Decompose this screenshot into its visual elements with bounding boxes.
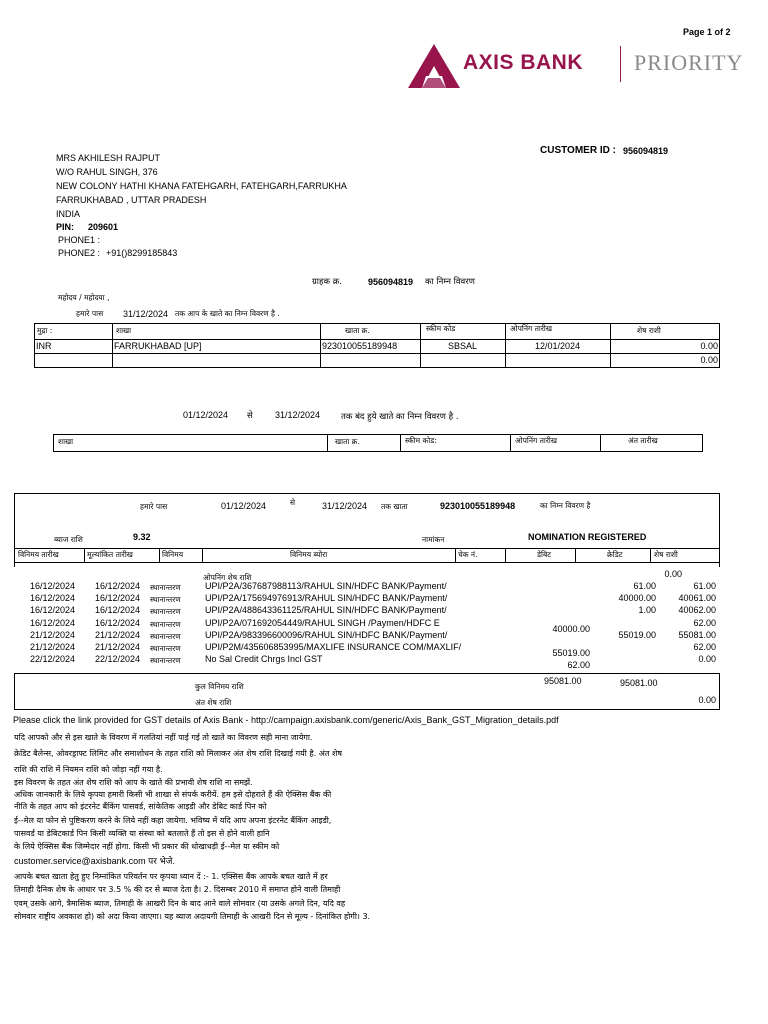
- customer-name: MRS AKHILESH RAJPUT: [56, 153, 161, 163]
- note-line: सोमवार राष्ट्रीय अवकाश हो) को अदा किया जाएगा। यह ब्याज अदायगी तिमाही के आखरी दिन से मूल्य - दिनांकित होगी। 3.: [14, 912, 371, 921]
- totals-box: [14, 673, 720, 710]
- note-line: customer.service@axisbank.com पर भेजे.: [14, 856, 175, 866]
- txn-balance: 40061.00: [678, 593, 716, 604]
- address-line: NEW COLONY HATHI KHANA FATEHGARH, FATEHGARH,FARRUKHA: [56, 181, 347, 191]
- txn-value-date: 21/12/2024: [95, 629, 141, 640]
- statement-from: 01/12/2024: [221, 501, 267, 511]
- txn-credit: 40000.00: [618, 593, 656, 604]
- statement-right-border: [719, 493, 720, 567]
- accounts-header-currency: मुद्रा :: [37, 326, 53, 335]
- txn-value-date: 21/12/2024: [95, 642, 141, 652]
- accounts-cell: FARRUKHABAD [UP]: [114, 341, 202, 351]
- statement-heading-prefix: हमारे पास: [140, 502, 168, 511]
- txn-value-date: 16/12/2024: [95, 605, 141, 616]
- txn-credit: 1.00: [638, 605, 656, 616]
- txn-description: No Sal Credit Chrgs Incl GST: [205, 654, 323, 665]
- accounts-total: 0.00: [700, 355, 718, 365]
- note-line: के लिये ऐक्सिस बैंक जिम्मेदार नहीं होगा. किसी भी प्रकार की धोखाधड़ी ई--मेल या स्कीम को: [14, 842, 280, 851]
- closed-header-account: खाता क्र.: [335, 437, 360, 446]
- note-line: एवम् उसके आगे, त्रैमासिक ब्याज, तिमाही के आखरी दिन के बाद आने वाले सोमवार (या उसके अगले दिन, यदि वह: [14, 899, 346, 908]
- statement-left-border: [14, 493, 15, 567]
- closed-from-date: 01/12/2024: [183, 410, 229, 420]
- txn-description: UPI/P2A/175694976913/RAHUL SIN/HDFC BANK/Payment/: [205, 593, 448, 604]
- txn-debit: 55019.00: [552, 648, 590, 658]
- txn-type: स्थानान्तरण: [150, 583, 181, 592]
- opening-balance-label: ओपनिंग शेष राशि: [203, 573, 252, 582]
- accounts-header-balance: शेष राशी: [637, 326, 661, 335]
- txn-description: UPI/P2A/983396600096/RAHUL SIN/HDFC BANK/Payment/: [205, 629, 448, 640]
- txn-type: स्थानान्तरण: [150, 656, 181, 666]
- total-label: कुल विनिमय राशि: [195, 682, 244, 691]
- gst-note: Please click the link provided for GST details of Axis Bank - http://campaign.axisbank.com/generic/Axis_Bank_GST_Migration_details.pdf: [13, 715, 559, 725]
- logo-divider: [620, 46, 621, 82]
- note-line: नीति के तहत आप को इंटरनेट बैंकिंग पासवर्ड, सांकेतिक आइडी और डेबिट कार्ड पिन को: [14, 802, 267, 811]
- nominee-label: नामांकन: [422, 535, 445, 544]
- closed-heading-suffix: तक बंद हुये खाते का निम्न विवरण है .: [341, 412, 459, 422]
- as-of-suffix: तक आप के खाते का निम्न विवरण है .: [175, 309, 280, 318]
- summary-heading-suffix: का निम्न विवरण: [425, 277, 475, 287]
- txn-type: स्थानान्तरण: [150, 607, 181, 617]
- accounts-cell: 12/01/2024: [534, 341, 581, 351]
- note-line: राशि की राशि में नियमन राशि को जोड़ा नहीं गया है.: [14, 765, 163, 774]
- closed-accounts-table: [53, 434, 703, 452]
- page-label: Page 1 of 2: [683, 27, 731, 37]
- total-debit: 95081.00: [544, 676, 582, 686]
- statement-to: 31/12/2024: [322, 501, 368, 511]
- note-line: यदि आपको और से इस खाते के विवरण में गलतियां नहीं पाई गई तो खाते का विवरण सही माना जायेगा.: [14, 733, 313, 742]
- txn-balance: 55081.00: [678, 629, 716, 640]
- interest-label: ब्याज राशि: [54, 535, 83, 544]
- customer-id-label: CUSTOMER ID :: [540, 145, 616, 156]
- address-line: FARRUKHABAD , UTTAR PRADESH: [56, 195, 207, 205]
- statement-tak-khata: तक खाता: [381, 502, 408, 511]
- txn-value-date: 22/12/2024: [95, 654, 141, 665]
- txn-type: स्थानान्तरण: [150, 595, 181, 605]
- address-line: INDIA: [56, 209, 81, 219]
- closed-se: से: [247, 411, 253, 421]
- txn-type: स्थानान्तरण: [150, 619, 181, 629]
- note-line: तिमाही दैनिक शेष के आधार पर 3.5 % की दर से ब्याज देता है। 2. दिसम्बर 2010 में समाप्त होने वाली तिमाही: [14, 885, 341, 894]
- total-credit: 95081.00: [620, 678, 658, 688]
- accounts-header-opening: ओपनिंग तारीख: [510, 324, 553, 333]
- txn-value-date: 16/12/2024: [95, 593, 141, 604]
- statement-account: 923010055189948: [440, 501, 516, 511]
- opening-balance: 0.00: [664, 569, 682, 579]
- summary-heading-prefix: ग्राहक क्र.: [312, 277, 342, 287]
- txn-date: 16/12/2024: [30, 617, 76, 628]
- as-of-date: 31/12/2024: [123, 309, 169, 319]
- txn-balance: 61.00: [693, 581, 716, 591]
- accounts-cell: SBSAL: [447, 341, 478, 351]
- interest-value: 9.32: [133, 532, 151, 542]
- txn-date: 21/12/2024: [30, 642, 76, 652]
- closing-balance-label: अंत शेष राशि: [195, 698, 232, 707]
- txn-description: UPI/P2A/488643361125/RAHUL SIN/HDFC BANK/Payment/: [205, 605, 447, 616]
- txn-date: 22/12/2024: [30, 654, 76, 665]
- txn-balance: 40062.00: [678, 605, 716, 616]
- bank-name: AXIS BANK: [463, 51, 584, 74]
- note-line: ई--मेल या फोन से पुष्टिकरण करने के लिये नहीं कहा जायेगा. भविष्य में यदि आप अपना इंटरनेट बैंकिंग आइडी,: [14, 816, 332, 825]
- txn-balance: 0.00: [698, 654, 716, 665]
- statement-heading-suffix: का निम्न विवरण है: [540, 501, 591, 510]
- phone2-label: PHONE2 :: [58, 248, 101, 258]
- txn-description: UPI/P2M/435606853995/MAXLIFE INSURANCE COM/MAXLIF/: [205, 642, 462, 652]
- note-line: अधिक जानकारी के लिये कृपया हमारी किसी भी शाखा से संपर्क करीयें. हम इसे दोहराते हैं की ऐक्सिस बैंक की: [14, 790, 332, 799]
- txn-date: 16/12/2024: [30, 605, 76, 616]
- closed-header-branch: शाखा: [58, 437, 74, 446]
- txn-type: स्थानान्तरण: [150, 631, 181, 641]
- bank-logo: [408, 42, 768, 90]
- phone1-label: PHONE1 :: [58, 235, 101, 245]
- note-line: क्रेडिट बैलेन्स, ओवरड्राफ्ट लिमिट और समाशोधन के तहत राशि को मिलाकर अंत शेष राशि दिखाई गयी है. अंत शेष: [14, 749, 343, 758]
- txn-balance: 62.00: [693, 642, 716, 652]
- closed-header-end: अंत तारीख: [628, 436, 658, 445]
- statement-header-credit: क्रेडिट: [607, 550, 623, 559]
- pin-value: 209601: [88, 222, 119, 232]
- txn-description: UPI/P2A/367687988113/RAHUL SIN/HDFC BANK/Payment/: [205, 581, 447, 591]
- statement-header-description: विनिमय ब्योरा: [290, 550, 328, 559]
- statement-header-date: विनिमय तारीख: [18, 550, 59, 559]
- nomination-status: NOMINATION REGISTERED: [528, 532, 647, 542]
- accounts-cell: 0.00: [700, 341, 718, 351]
- accounts-header-branch: शाखा: [116, 326, 132, 335]
- txn-type: स्थानान्तरण: [150, 644, 181, 653]
- txn-date: 21/12/2024: [30, 629, 76, 640]
- salutation: महोदय / महोदया ,: [58, 293, 110, 302]
- address-line: W/O RAHUL SINGH, 376: [56, 167, 158, 177]
- statement-header-cheque: चेक नं.: [458, 550, 478, 559]
- closing-balance: 0.00: [698, 695, 716, 705]
- closed-to-date: 31/12/2024: [275, 410, 321, 420]
- txn-date: 16/12/2024: [30, 581, 76, 591]
- statement-header-debit: डेबिट: [537, 550, 552, 559]
- statement-header-value-date: मूल्यांकित तारीख: [87, 550, 133, 559]
- txn-description: UPI/P2A/071692054449/RAHUL SINGH /Paymen/HDFC E: [205, 617, 440, 628]
- txn-credit: 61.00: [633, 581, 656, 591]
- closed-header-opening: ओपनिंग तारीख: [515, 436, 558, 445]
- customer-id: 956094819: [623, 146, 669, 156]
- statement-header-balance: शेष राशी: [654, 550, 678, 559]
- summary-heading-id: 956094819: [368, 277, 414, 287]
- note-line: आपके बचत खाता हेतु हुए निम्नांकित परिवर्तन पर कृपया ध्यान दें :- 1. एक्सिस बैंक आपके बचत खाते में हर: [14, 872, 328, 881]
- note-line: इस विवरण के तहत अंत शेष राशि को आप के खाते की प्रभावी शेष राशि ना समझें.: [14, 778, 253, 787]
- as-of-prefix: हमारे पास: [76, 309, 104, 318]
- txn-debit: 40000.00: [552, 623, 590, 634]
- closed-header-scheme: स्कीम कोड:: [405, 436, 437, 445]
- txn-balance: 62.00: [693, 617, 716, 628]
- txn-debit: 62.00: [567, 660, 590, 671]
- txn-date: 16/12/2024: [30, 593, 76, 604]
- note-line: पासवर्ड या डेबिटकार्ड पिन किसी व्यक्ति या संस्था को बतलाते हैं तो इस से होने वाली हानि: [14, 829, 270, 838]
- axis-logo-icon: [408, 42, 460, 88]
- accounts-header-account: खाता क्र.: [345, 326, 370, 335]
- accounts-cell: 923010055189948: [322, 341, 398, 351]
- txn-value-date: 16/12/2024: [95, 581, 141, 591]
- statement-se: से: [290, 498, 296, 507]
- phone2-value: +91()8299185843: [106, 248, 178, 258]
- pin-label: PIN:: [56, 222, 74, 232]
- txn-value-date: 16/12/2024: [95, 617, 141, 628]
- accounts-header-scheme: स्कीम कोड: [426, 324, 456, 333]
- statement-header-type: विनिमय: [162, 550, 184, 559]
- accounts-cell: INR: [36, 341, 52, 351]
- txn-credit: 55019.00: [618, 629, 656, 640]
- priority-label: PRIORITY: [634, 50, 744, 75]
